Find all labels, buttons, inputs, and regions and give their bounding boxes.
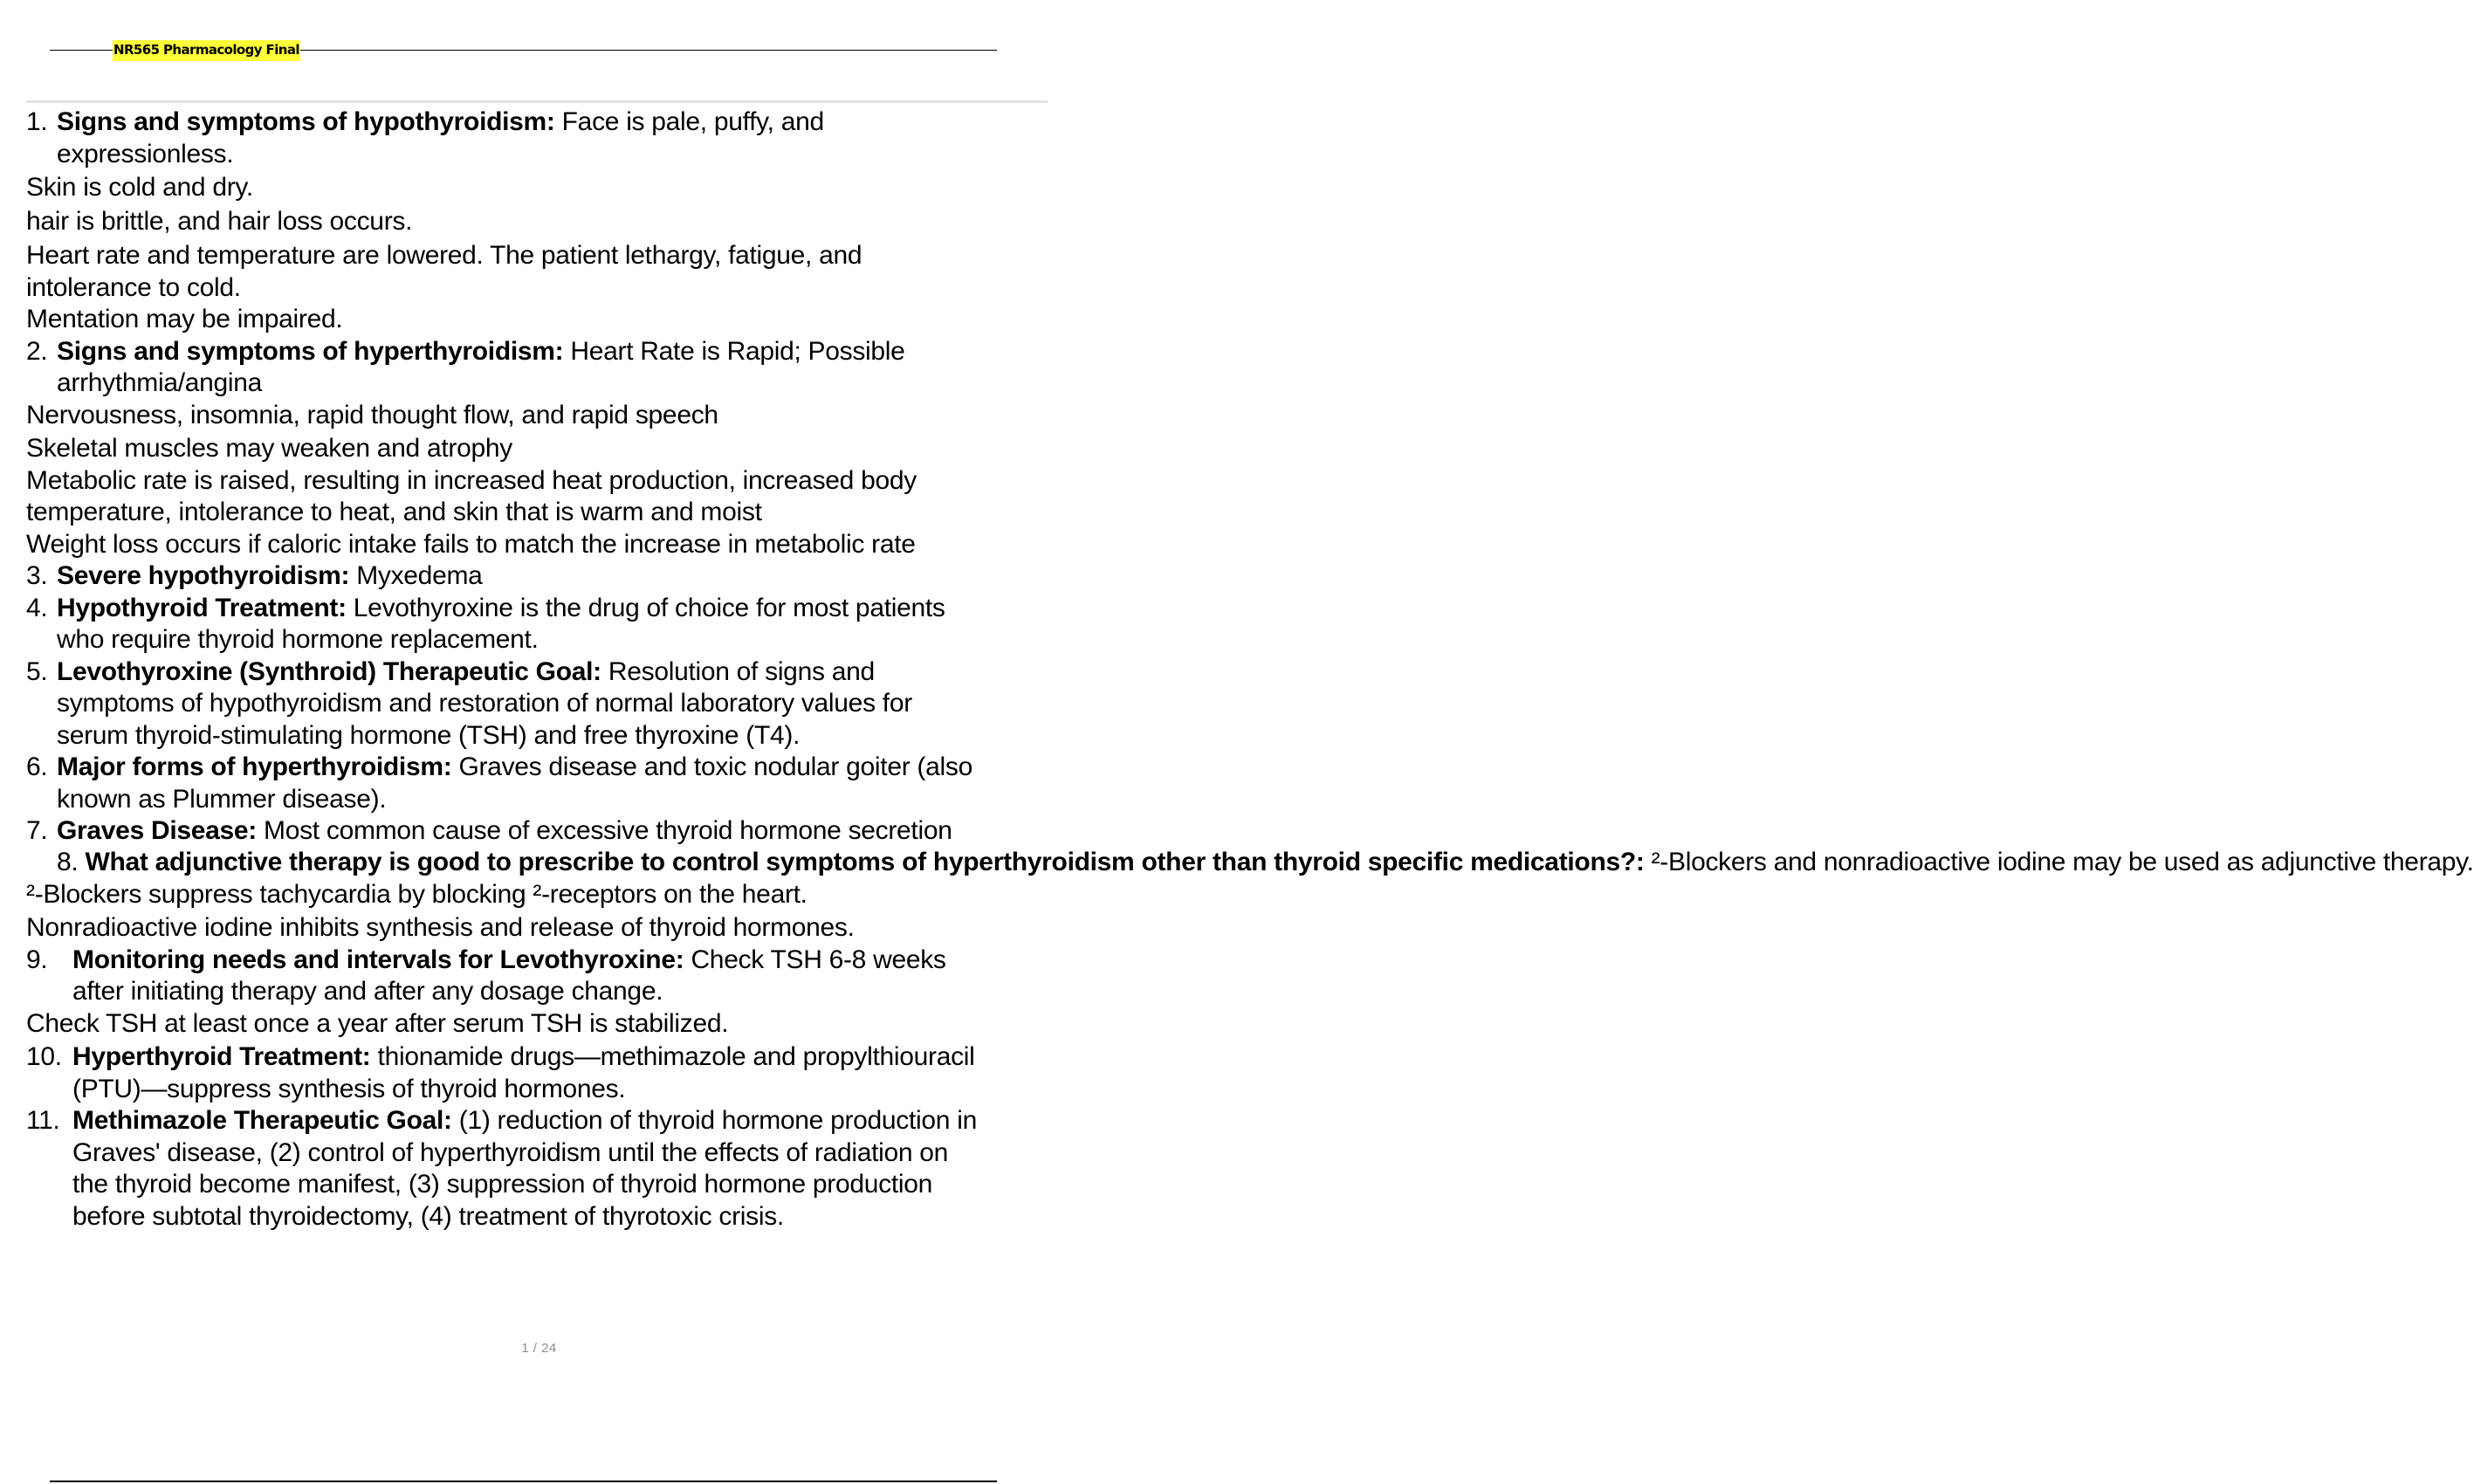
- bottom-rule: [50, 1481, 997, 1482]
- item-label: Levothyroxine (Synthroid) Therapeutic Goal:: [57, 656, 601, 686]
- paragraph-line: Metabolic rate is raised, resulting in increased heat production, increased body: [26, 465, 917, 495]
- item-label: Methimazole Therapeutic Goal:: [72, 1106, 452, 1135]
- list-item-9: [26, 945, 1048, 1008]
- page-number: 1 / 24: [521, 1341, 557, 1356]
- item-text: Check TSH 6-8 weeks: [684, 945, 946, 974]
- paragraph-line: temperature, intolerance to heat, and skin that is warm and moist: [26, 498, 762, 526]
- list-item-3: [26, 560, 1048, 593]
- item-text: nonradioactive iodine may be used as adjunctive therapy.: [1823, 847, 2474, 876]
- paragraph: Skin is cold and dry.: [26, 173, 253, 202]
- list-item-10: [26, 1041, 1048, 1105]
- item-label: hyperthyroidism other than thyroid specific medications?:: [932, 847, 1645, 876]
- item-text: after initiating therapy and after any dosage change.: [72, 977, 663, 1006]
- paragraph: [26, 240, 1048, 304]
- item-text: (PTU)—suppress synthesis of thyroid hormones.: [72, 1074, 626, 1103]
- item-text: before subtotal thyroidectomy, (4) treatment of thyrotoxic crisis.: [72, 1201, 784, 1231]
- item-text: Most common cause of excessive thyroid hormone secretion: [257, 816, 952, 845]
- item-text: Graves disease and toxic nodular goiter (also: [451, 752, 972, 781]
- paragraph: hair is brittle, and hair loss occurs.: [26, 206, 413, 236]
- item-text: ²-Blockers and: [1644, 847, 1817, 876]
- list-item-8: [26, 847, 2474, 877]
- item-text: (1) reduction of thyroid hormone production in: [451, 1106, 977, 1135]
- item-label: Graves Disease:: [57, 816, 257, 845]
- item-number: 10.: [26, 1042, 62, 1071]
- item-text: expressionless.: [57, 139, 234, 168]
- item-label: Hyperthyroid Treatment:: [72, 1042, 371, 1071]
- item-number: 6.: [26, 752, 48, 781]
- item-number: 7.: [26, 816, 48, 845]
- item-number: 4.: [26, 593, 48, 622]
- list-item-5: [26, 656, 1048, 752]
- list-item-11: [26, 1105, 1048, 1233]
- item-label: Severe hypothyroidism:: [57, 561, 350, 590]
- item-text: the thyroid become manifest, (3) suppression of thyroid hormone production: [72, 1170, 932, 1199]
- item-label: Signs and symptoms of hyperthyroidism:: [57, 336, 564, 366]
- item-text: arrhythmia/angina: [57, 368, 263, 397]
- paragraph: Check TSH at least once a year after serum TSH is stabilized.: [26, 1008, 729, 1038]
- list-item-6: [26, 752, 1048, 815]
- paragraph: Mentation may be impaired.: [26, 305, 343, 333]
- item-number: 9.: [26, 945, 48, 974]
- item-number: 2.: [26, 336, 48, 366]
- item-label: What adjunctive therapy is good to prescribe to control symptoms of: [85, 847, 926, 876]
- list-item-4: [26, 593, 1048, 656]
- document-title: NR565 Pharmacology Final: [113, 40, 300, 61]
- item-text: Resolution of signs and: [601, 656, 875, 686]
- list-item-7: [26, 815, 1048, 848]
- item-number: 1.: [26, 107, 48, 136]
- item-text: known as Plummer disease).: [57, 784, 387, 814]
- item-label: Monitoring needs and intervals for Levothyroxine:: [72, 945, 684, 974]
- paragraph: Nonradioactive iodine inhibits synthesis and release of thyroid hormones.: [26, 913, 855, 942]
- paragraph: Nervousness, insomnia, rapid thought flow, and rapid speech: [26, 400, 718, 429]
- item-number: 11.: [26, 1106, 60, 1135]
- item-label: Hypothyroid Treatment:: [57, 593, 347, 622]
- paragraph: ²-Blockers suppress tachycardia by blocking ²-receptors on the heart.: [26, 879, 807, 909]
- paragraph: Skeletal muscles may weaken and atrophy: [26, 434, 512, 463]
- list-item-1: [26, 106, 1048, 170]
- paragraph: [26, 465, 1048, 529]
- item-number: 3.: [26, 561, 48, 590]
- top-divider: [26, 100, 1048, 103]
- item-text: thionamide drugs—methimazole and propylthiouracil: [370, 1042, 975, 1071]
- paragraph-line: intolerance to cold.: [26, 272, 241, 302]
- item-text: who require thyroid hormone replacement.: [57, 625, 539, 654]
- item-text: Face is pale, puffy, and: [554, 107, 824, 136]
- item-text: symptoms of hypothyroidism and restoration of normal laboratory values for: [57, 689, 912, 718]
- item-text: Heart Rate is Rapid; Possible: [563, 336, 905, 366]
- item-number: 5.: [26, 656, 48, 686]
- item-text: serum thyroid-stimulating hormone (TSH) and free thyroxine (T4).: [57, 720, 801, 750]
- paragraph-line: Heart rate and temperature are lowered. The patient lethargy, fatigue, and: [26, 241, 862, 270]
- item-text: Graves' disease, (2) control of hyperthyroidism until the effects of radiation on: [72, 1137, 949, 1167]
- item-label: Major forms of hyperthyroidism:: [57, 752, 452, 781]
- item-text: Myxedema: [349, 561, 483, 590]
- item-text: Levothyroxine is the drug of choice for most patients: [346, 593, 945, 622]
- document-body: [26, 106, 2474, 1311]
- list-item-2: [26, 336, 1048, 400]
- item-label: Signs and symptoms of hypothyroidism:: [57, 107, 555, 136]
- paragraph: Weight loss occurs if caloric intake fails to match the increase in metabolic rate: [26, 529, 916, 559]
- item-number: 8.: [57, 847, 79, 876]
